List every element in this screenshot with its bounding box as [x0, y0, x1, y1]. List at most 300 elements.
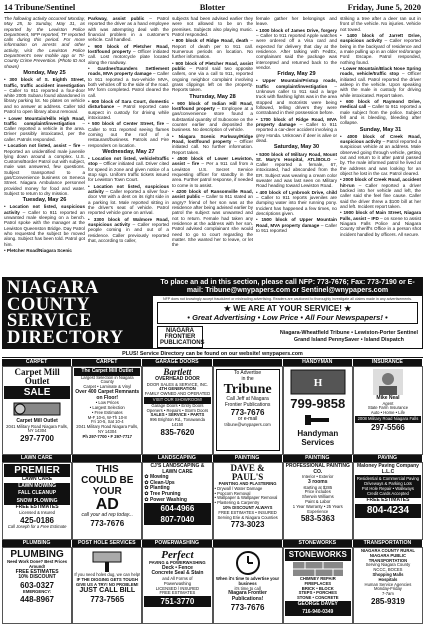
blotter-entry-heading: • Pletcher Road/Niagara Scenic: [4, 248, 72, 254]
fine-print: NFP does not knowingly accept fraudulent or misleading advertising. Readers are cautioned to thoroughly investigate all claims made in any advertisements.: [162, 296, 413, 301]
ad-phone: 285-9319: [371, 596, 405, 606]
blotter-entry-text: – on scene to assist Niagara Falls Police and Niagara County Sheriff's Office in a person shot incident handled by officers. All secure.: [340, 215, 421, 237]
ad-line: Fri 10-5, Sat 10-4: [90, 419, 124, 425]
category-header: STONEWORKS: [283, 540, 353, 547]
ad-line: Driveways & Parking Lots: [364, 480, 412, 486]
blotter-date-heading: Saturday, May 30: [273, 144, 320, 151]
blotter-entry: [340, 210, 421, 236]
ad-line: • Drywall / Water Damage: [214, 485, 263, 491]
blotter-entry-text: – Caller to 911 reported a four-door white 2005 Subaru found abandoned in library parking lot. No plates on vehicle and no answer at address. Caller told Patrol to open library about removal.: [4, 87, 85, 115]
category-header-row: [2, 359, 423, 366]
service-title: ★ WE ARE AT YOUR SERVICE! ★: [223, 304, 352, 313]
ad-line: Credit Cards Accepted: [366, 490, 409, 496]
leaf-icon: ✿: [144, 479, 149, 486]
ad-line: Hospitals: [378, 576, 398, 582]
ad-email[interactable]: tribune@wnypapers.com: [224, 421, 271, 427]
blotter-entry-text: – Caller reported a vehicle in the area. Driver possibly intoxicated, per the caller. Patrols responded.: [4, 120, 85, 142]
blotter-entry: [172, 16, 253, 37]
service-item: ✿ Mowing: [144, 474, 169, 481]
website-notice[interactable]: PLUS! Service Directory can be found on our website! wnypapers.com: [2, 350, 423, 358]
ad-line: Price includes: [304, 489, 331, 495]
blotter-entry: [172, 134, 253, 155]
blotter-entry: [4, 248, 85, 253]
ad-line: • Largest Selection: [89, 404, 125, 410]
blotter-entry-heading: • 4500 block of Lower Lewiston, assist – fire: [172, 156, 253, 167]
ad-line: Concrete Seal & Stain: [151, 570, 204, 577]
blotter-entry-heading: • 500 block of Center Street, fire: [88, 121, 165, 127]
blotter-entry-text: subjects had been advised earlier they were not allowed to be on the premises. Subjects also playing music. Patrol responded.: [172, 16, 253, 37]
category-header: PLUMBING: [2, 540, 72, 547]
leaf-icon: ✿: [144, 490, 149, 497]
blotter-entry: [340, 177, 421, 209]
blotter-date-heading: Sunday, May 31: [359, 126, 402, 133]
category-header: LANDSCAPING: [142, 455, 212, 462]
blotter-entry-text: – Caller to 911 reported a male subject from the police. Subject fell and is bleeding, bleeding after collapse.: [340, 104, 421, 126]
category-header: [213, 540, 283, 547]
blotter-entry-heading: • 900 block of Pletcher Road, lost/found property: [88, 43, 169, 54]
service-item: FALL CLEANUP: [4, 490, 70, 498]
blotter-column-1: [4, 16, 85, 276]
ad-line: EMERGENCY:: [23, 588, 52, 594]
ad-line: 996 Brighton Rd., Tonawanda 14150: [149, 417, 205, 427]
service-item: ✿ Planting: [144, 485, 170, 492]
blotter-entry: [256, 217, 337, 233]
ad-business-name: Handyman Services: [297, 429, 339, 447]
blotter-entry: [340, 16, 421, 32]
ad-address: 2008 Military Road Niagara Falls: [355, 416, 421, 423]
category-header: PAINTING: [213, 455, 283, 462]
ad-line: SALES • SERVICE • PARTS: [150, 412, 205, 418]
ad-business-name: Carpet Mill Outlet: [14, 367, 60, 386]
ad-business-name: NIAGARA COUNTY RURAL NIAGARA PUBLIC TRANSPORTATION: [360, 548, 415, 563]
service-item: LAWN MOWING: [4, 483, 70, 491]
ad-line: FREE ESTIMATES: [15, 568, 59, 575]
ad-line: FIREPLACES: [304, 580, 332, 586]
blotter-entry-heading: • 5300 block of Military Road, Mount St. Mary's Hospital, ATL/BOLO: [256, 151, 337, 162]
ad-line: Need Work Done? Best Prices Around!: [7, 559, 68, 569]
ad-line: To Advertise: [233, 370, 262, 376]
ad-line: DOOR SALES & SERVICE, INC.: [146, 381, 209, 387]
ad-line: Powerwashing: [163, 580, 192, 586]
ad-phone: 751-3770: [144, 596, 210, 607]
ad-line: 10% DISCOUNT: [18, 574, 56, 581]
blotter-entry-heading: • 1700 block of Ridge Road, MVA property damage: [256, 116, 337, 128]
ad-business-name: Maloney Paving Company L.L.C: [356, 463, 419, 475]
banner-bottom: [153, 325, 422, 349]
blotter-entry-heading: • 3300 block of Walmore Road, suspicious activity: [88, 216, 169, 228]
ad-line: Carpet • Laminate & Vinyl: [83, 384, 132, 390]
ad-phone: 773-7676: [230, 408, 265, 418]
directory-title: [3, 278, 153, 348]
blotter-entry-text: – Caller to 911 reports juveniles are dumping water into their running pony. Incident has happened a few times, no descriptions given.: [256, 195, 337, 216]
blotter-entry-heading: • Location not listed, suspicious activity: [88, 183, 169, 195]
ad-line: call your ad rep today...: [81, 512, 134, 518]
blotter-entry: [88, 16, 169, 42]
blotter-entry: [88, 99, 169, 120]
blotter-entry-heading: • 1000 block of James Drive, forgery: [256, 27, 337, 33]
service-box: [157, 302, 418, 324]
ad-business-name: PLUMBING: [10, 549, 64, 560]
your-ad-here[interactable]: [72, 462, 142, 540]
category-header-row: [2, 540, 423, 547]
category-header: [72, 455, 142, 462]
blotter-entry-text: – Caller reported a female, 67, intoxicated, had absconded from the ER. Subject was wearing a cream color sweater and was last seen on Military Road heading toward Lewiston Road.: [256, 156, 337, 189]
ad-line: starting at $285: [303, 484, 333, 490]
ad-line: LICENSED / INSURED: [155, 585, 200, 591]
ad-business-name: The Carpet Mill Outlet: [74, 368, 140, 376]
category-header: POWERWASHING: [142, 540, 212, 547]
blotter-entry-text: – Officer initiated call. Driver cited for speed in zone and given notice of a stop sign. Uniform traffic tickets issued for Lewiston Town Court.: [88, 161, 169, 183]
ad-line: Paint & Labor: [305, 498, 331, 504]
ad-line: • Wallpaper & Wallpaper Removal: [214, 495, 278, 501]
service-item: SNOW PLOWING: [4, 498, 70, 506]
blotter-entry-heading: • 600 block of Raymond Drive, medical call: [340, 99, 421, 110]
blotter-entry-text: – Patrol said two opposite callers, one via a call to 911, reported ongoing neighbor complaint involving grass clippings left on the property. Reports taken.: [172, 66, 253, 93]
blotter-entry: [256, 28, 337, 70]
leaf-icon: ✿: [144, 474, 149, 481]
ad-business-name: CJ'S LANDSCAPING & LAWN CARE: [150, 463, 205, 475]
blotter-column-4: [256, 16, 337, 276]
blotter-entry-text: – Officer initiated call. Lost motorcycle plate located along the roadway.: [88, 48, 169, 65]
post-hole-ad[interactable]: [72, 547, 142, 624]
plumbing-ad[interactable]: [2, 547, 72, 624]
blotter-date-heading: Friday, May 29: [277, 71, 316, 78]
ad-line: When it's time to advertise your business: [216, 576, 280, 586]
blotter-entry: [256, 190, 337, 216]
blotter-entry-heading: • Location not listed, assist – fire: [4, 143, 81, 149]
ad-line: FAMILY OWNED AND OPERATED: [144, 391, 211, 397]
ad-phone: 425-0186: [20, 515, 54, 525]
ad-line: Sherwin Williams: [301, 494, 334, 500]
blotter-entry-text: – Caller reported being in the backyard of residence and a male pulling up in an older red/orange Ford Escape. Patrol responded, nothing found.: [340, 38, 421, 65]
carpet-outlet-ad[interactable]: [72, 366, 142, 455]
title-line: SERVICE: [7, 311, 93, 331]
blotter-entry-heading: • 900 block of Indian Hill Road, lost/found property: [172, 100, 253, 112]
ad-business-name: PREMIER: [4, 464, 70, 477]
category-header: GARAGE DOORS: [142, 359, 212, 366]
ad-line: NCCC, BOCES: [373, 567, 403, 573]
blotter-entry-heading: • Niagara Scenic Parkway/Ridge Road, lost/found property: [172, 133, 253, 145]
agent-title: Agent: [382, 400, 394, 406]
ad-phone: 297-7700: [20, 434, 54, 444]
ad-line: it's time to call: [234, 585, 261, 591]
cj-landscaping-ad[interactable]: [142, 462, 212, 540]
ad-subtitle: PAINTING AND PLASTERING: [218, 481, 277, 486]
ad-phone: 583-5363: [300, 514, 335, 524]
ad-line: Over 400 Carpet Remnants on Floor!: [75, 388, 140, 401]
ad-business-name: Perfect: [161, 549, 194, 561]
blotter-entry: [88, 217, 169, 243]
blotter-entry-heading: • 4000 block of Creek Road, suspicious activity: [340, 133, 421, 145]
ad-contact-line: To place an ad in this section, please call NFP: 773-7676; Fax: 773-7190 or E-mail: Tribune@wnypapers.com or Sentinel@wnypapers.com: [153, 278, 422, 296]
blotter-column-5: [340, 16, 421, 276]
blotter-entry-text: – Caller reported a driver backed into her vehicle and left, the caller said she feel fine cause. Caller said the driver threw a $100 bill at her and left. Incident report taken.: [340, 182, 421, 209]
ad-line: State Farm Insurance: [367, 405, 409, 411]
ad-phone: 448-8967: [20, 594, 54, 604]
category-header: CARPET: [72, 359, 142, 366]
svg-text:H: H: [313, 377, 323, 389]
blotter-entry-heading: • 4200 block of Ransomville Road, assist public: [172, 189, 253, 200]
ad-phone: Ph 297-7700 • F 297-7717: [82, 433, 132, 439]
blotter-entry-heading: • Lower Mountain/Hills High Road, traffic complaint/investigation: [4, 115, 85, 126]
title-line: COUNTY: [7, 294, 91, 315]
ad-business-name: Bartlett: [163, 367, 192, 377]
ad-phone: 773-7676: [90, 518, 125, 528]
ad-line: Openers • Repairs • Storm Doors: [146, 407, 209, 413]
service-directory-grid: [2, 359, 423, 624]
blotter-entry: [256, 117, 337, 143]
blotter-entry-heading: • 900 block of Pletcher Road, assist public: [172, 60, 253, 72]
ad-phone: 773-7565: [90, 595, 125, 605]
ad-line: STONE • CONCRETE: [296, 595, 339, 601]
blotter-entry-text: – Caller to 911 stated an angry? friend of her son was at the residence after being advised earlier by patrol the subject was unwanted and not to return. Female had taken any residence at the address with her son. Patrol advised complainant she would need to go to court regarding the matter. She wanted her to leave, or let the: [172, 194, 253, 248]
ad-line: M-F 10-6, W-Th 10-8: [87, 414, 127, 420]
blotter-date-heading: Tuesday, May 26: [22, 197, 67, 204]
blotter-entry-text: – Officer initiated call. Patrol reported the driver asleep in the vehicle. Upon speaking with the male in custody for driving while intoxicated. Report taken.: [340, 71, 421, 98]
stoneworks-ad[interactable]: [283, 547, 353, 624]
premier-lawn-ad[interactable]: [2, 462, 72, 540]
blotter-entry: [88, 44, 169, 65]
carpet-mill-ad[interactable]: [2, 366, 72, 455]
service-tagline: • Great Advertising • Low Price • All Four Newspapers! •: [187, 313, 388, 322]
ad-line: Deck • Fence: [161, 564, 193, 571]
blotter-entry-text: striking a tree after a deer ran out in front of the vehicle. No injuries. Vehicle not towed.: [340, 16, 421, 32]
ad-line: • Free Estimates: [91, 409, 123, 415]
maloney-paving-ad[interactable]: [353, 462, 423, 540]
ad-line: Serving Erie & Niagara Counties: [217, 514, 278, 520]
auger-icon: [87, 550, 127, 572]
carpet-roll-icon: [12, 400, 62, 418]
blotter-entry-heading: • 600 block of Sara Court, domestic disturbance: [88, 99, 169, 110]
owner-name: GEORGE DAVEY: [285, 601, 351, 609]
ad-line: Auto • Home • Life: [370, 410, 405, 416]
newspaper-list: [280, 330, 418, 343]
ad-row: [2, 462, 423, 540]
ad-phone: 804-4234: [355, 504, 421, 518]
service-item: ✿ Tree Pruning: [144, 490, 181, 497]
category-header: LAWN CARE: [2, 455, 72, 462]
blotter-entry: [172, 101, 253, 133]
tribune-logo: Tribune: [223, 382, 272, 398]
ad-line: Serving Niagara County: [365, 562, 411, 568]
masthead-date: Friday, June 5, 2020: [347, 2, 421, 12]
handyman-ad[interactable]: [283, 366, 353, 455]
papers-line: Grand Island PennySaver • Island Dispatch: [293, 337, 404, 343]
clock-icon: [235, 550, 261, 576]
category-header: TRANSPORTATION: [353, 540, 423, 547]
ad-line: BRICK • BLOCK: [301, 585, 334, 591]
ad-business-name: JUST CALL BILL: [79, 587, 136, 595]
blotter-entry: [256, 16, 337, 27]
category-header: INSURANCE: [353, 359, 423, 366]
professional-painting-ad[interactable]: [283, 462, 353, 540]
blotter-entry: [4, 77, 85, 114]
ad-line: 10% DISCOUNT ALWAYS: [222, 504, 273, 510]
tribune-advertise-ad[interactable]: [213, 366, 283, 455]
ad-line: and All Forms of: [162, 575, 193, 581]
blotter-entry: [172, 156, 253, 188]
blotter-entry: [256, 152, 337, 189]
blotter-entry-text: – Per a 911 call from a Lewiston U.S. Secret Service requesting officer for standby in the area. Further patrol response, if needed to come in to assist.: [172, 161, 253, 188]
ad-line: Residential & Commercial Paving: [356, 476, 420, 482]
handyman-logo-icon: [290, 369, 346, 395]
masthead-left: 14 Tribune/Sentinel: [4, 2, 76, 12]
ad-phone: 807-7040: [144, 514, 210, 525]
blotter-entry: [88, 66, 169, 98]
blotter-columns: [4, 16, 421, 276]
ad-line: FREE ESTIMATES: [15, 504, 59, 511]
brick-wall-icon: [293, 562, 343, 576]
ad-line: Pot Hole Repair • Walkways: [361, 485, 414, 491]
ad-line: Call Joseph for a Free Estimate: [7, 523, 67, 529]
ad-line: Largest Selection in Niagara County: [80, 374, 134, 385]
ad-phone: 773-3023: [230, 520, 265, 530]
blotter-entry: [340, 66, 421, 98]
publisher-logo: NIAGARA FRONTIER PUBLICATIONS: [157, 326, 203, 348]
ad-address: 2041 Military Road Niagara Falls, NY 14304: [76, 424, 139, 434]
category-header: CARPET: [2, 359, 72, 366]
category-header: HANDYMAN: [283, 359, 353, 366]
category-header: POST HOLE SERVICES: [72, 540, 142, 547]
ad-row: [2, 366, 423, 455]
blotter-entry-heading: • 1900 block of Main Street, Niagara Falls, assist – IFD: [340, 210, 421, 221]
ad-phone: 297-5566: [371, 422, 405, 432]
category-header: [213, 359, 283, 366]
ad-line: Call Jeff at Niagara Frontier Publications: [224, 396, 271, 408]
blotter-entry-text: – Caller reported a silver four-door VW with a dent on its right side in a parking lot. Male reported sitting in the driver's seat of vehicle. Patrol reported vehicle gone on arrival.: [88, 189, 169, 216]
title-line: NIAGARA: [7, 278, 99, 298]
blotter-entry-heading: • Gardner/Saunders Settlement roads, MVA property damage: [88, 66, 169, 77]
service-item: ✿ Power Washing: [144, 496, 187, 503]
ad-line: STEPS • PORCHES: [298, 590, 337, 596]
blotter-entry-text: – Caller to 911 reported: [256, 222, 337, 234]
agent-photo: [373, 369, 403, 395]
ad-line: • Popcorn Removal: [214, 490, 251, 496]
ad-line: Human Service Agencies: [364, 581, 412, 587]
blotter-entry-text: – Caller to 911 reported a two-vehicle MVA, both vehicles off to the side of the road. MV form completed. Patrol cleared the call.: [88, 71, 169, 98]
tools-icon: [303, 412, 333, 428]
blotter-entry: [172, 189, 253, 247]
ad-line: GIVE US A TRY! NO PROBLEM!: [75, 581, 139, 587]
ad-line: IF THE DIGGING GETS TOUGH: [76, 576, 138, 582]
ad-line: CHIMNEY REPAIR: [299, 576, 336, 581]
blotter-entry-text: – Caller to 911 reported a car-deer accident involving a grey Honda. Unknown if deer is alive or dead.: [256, 122, 337, 143]
ad-line: 7-7am: [382, 591, 394, 597]
ad-phone: 799-9858: [290, 396, 346, 411]
blotter-entry-text: female gather her belongings and leave.: [256, 16, 337, 27]
ad-phone: 716-940-0349: [285, 609, 351, 617]
blotter-entry-text: – Unknown caller to 911 said a large truck with flashing lights was in the area stopped and motorists were being followed, telling drivers they were contraband in their possession before.: [256, 83, 337, 116]
blotter-entry: [4, 143, 85, 196]
blotter-entry-text: – Report of death per to 911 call. Numerous periods on location. No further information.: [172, 38, 253, 60]
blotter-entry-heading: Parkway, assist public: [88, 16, 145, 21]
ad-business-name: Niagara Frontier Publications!: [228, 590, 267, 602]
blotter-entry: [88, 156, 169, 182]
ad-line: FREE ESTIMATES: [159, 590, 196, 596]
blotter-column-3: [172, 16, 253, 276]
leaf-icon: ✿: [144, 485, 149, 492]
ad-line: If you need holes dug, we can help!: [74, 572, 141, 577]
transportation-ad[interactable]: [353, 547, 423, 624]
ad-row: [2, 547, 423, 624]
blotter-entry: [4, 204, 85, 246]
blotter-entry: [256, 78, 337, 115]
blotter-entry-text: – Officer initiated call. No further information. Report taken.: [172, 139, 253, 155]
ad-line: • Plastering & Carpentry: [214, 500, 260, 506]
leaf-icon: ✿: [144, 496, 149, 503]
ad-line: COULD BE: [81, 475, 134, 486]
blotter-entry-heading: • 1400 block of Jarrett Drive, suspicious activity: [340, 33, 421, 44]
blotter-entry-heading: • Lower Mountain/Black Nose Spring roads, vehicle/traffic stop: [340, 66, 421, 77]
blotter-entry-text: – Caller to 911 reported seeing flames coming out the roof of a restaurant/business. Patrols and Fire responders on location.: [88, 121, 169, 148]
ad-business-name: STONEWORKS: [285, 549, 351, 561]
ad-line: VISIT OUR SHOWROOM!: [144, 397, 210, 404]
nfp-advertise-ad[interactable]: [213, 547, 283, 624]
blotter-entry-heading: • 800 block of Ridge Road, death: [172, 38, 249, 44]
state-farm-ad[interactable]: [353, 366, 423, 455]
bartlett-door-ad[interactable]: [142, 366, 212, 455]
ad-line: Garage Doors • Entry Doors: [151, 402, 204, 408]
ad-line: Licensed & Insured: [19, 509, 56, 515]
blotter-entry-heading: • 300 block of S. Eighth Street, traffic, traffic accident investigation: [4, 77, 85, 88]
blotter-entry-heading: • 400 block of Lynbrook Drive, child: [256, 189, 337, 195]
ad-business-name: PROFESSIONAL PAINTING CO.: [285, 463, 350, 475]
ad-line: Monday-Friday: [373, 586, 402, 592]
blotter-entry: [4, 116, 85, 142]
ad-phone: 604-4966: [144, 503, 210, 514]
blotter-entry-heading: • 1500 block of Upper Mountain Road, MVA property damage: [256, 217, 337, 228]
ad-phone: 603-0327: [20, 580, 54, 590]
ad-line: YOUR: [92, 486, 122, 497]
ad-line: THIS: [95, 464, 119, 475]
category-header: PAINTING: [283, 455, 353, 462]
blotter-entry-text: – Caller reported people coming in and out of a residence. Caller previously reported that, according to caller,: [88, 222, 169, 243]
masthead: [4, 2, 421, 13]
blotter-entry: [4, 16, 85, 69]
blotter-entry-text: – Caller to 911 reported Apple watches were ordered off a Visa card and expected for delivery that day at the residence. After talking with FedEx, complainant said the package was intercepted and returned back to the vendor.: [256, 33, 337, 70]
perfect-powerwash-ad[interactable]: [142, 547, 212, 624]
ad-phone: 773-7676: [230, 602, 265, 612]
blotter-date-heading: Wednesday, May 27: [102, 148, 155, 155]
blotter-entry-heading: • Upper Mountain/Pristup roads, traffic complaint/investigation: [256, 78, 337, 89]
ad-line: 1 Year Warranty • 25 Years Experience: [292, 503, 343, 514]
masthead-section: Blotter: [199, 2, 226, 12]
directory-info: [153, 278, 422, 348]
blotter-entry-heading: • 2000 block of Creek Road, accident hit-run: [340, 177, 421, 188]
ad-line: • Low Prices: [95, 400, 119, 406]
service-directory-banner: [2, 277, 423, 349]
blotter-entry: [340, 99, 421, 125]
blotter-entry-text: – Caller to 911 reported an unwanted male sleeping on a bench. Patrol spoke with the manager at the Lewiston Queenston Bridge. Day Patrol who requested the subject be moved along. Subject has been told. Patrol got him.: [4, 209, 85, 247]
ad-business-name: DAVE & PAUL'S: [230, 463, 265, 482]
blotter-entry-text: – Employee at a gas/convenience store found a substantial quantity of Suboxone on the counter earlier and deposited the business. No description of vehicle.: [172, 106, 253, 133]
blotter-entry: [88, 184, 169, 216]
category-header-row: [2, 455, 423, 462]
blotter-entry-text: – Patrol reported case suspect in custody for driving while intoxicated.: [88, 104, 169, 120]
blotter-date-heading: Thursday, May 28: [189, 93, 236, 100]
ad-subtitle: PAVING & POWERWASHING: [149, 560, 206, 565]
ad-line: Shopping Malls: [372, 571, 404, 577]
ad-line: AD: [95, 496, 119, 513]
dave-paul-ad[interactable]: [213, 462, 283, 540]
blotter-entry: [340, 33, 421, 65]
blotter-entry-heading: • Location not listed, vehicle/traffic stop: [88, 156, 169, 167]
ad-line: 4TH GENERATION: [159, 386, 196, 392]
service-item: ✿ Clean-Ups: [144, 479, 175, 486]
ad-phone: 835-7620: [160, 427, 195, 437]
ad-line: 3 rooms: [308, 478, 328, 485]
blotter-entry-text: – Patrol reported a suspicious vehicle at an address. Male observed going through vehicle, getting out and return to it after patrol passed by. The male informed patrol he lived at the address and was looking for an object he lost in the car. Patrol cleared.: [340, 139, 421, 176]
